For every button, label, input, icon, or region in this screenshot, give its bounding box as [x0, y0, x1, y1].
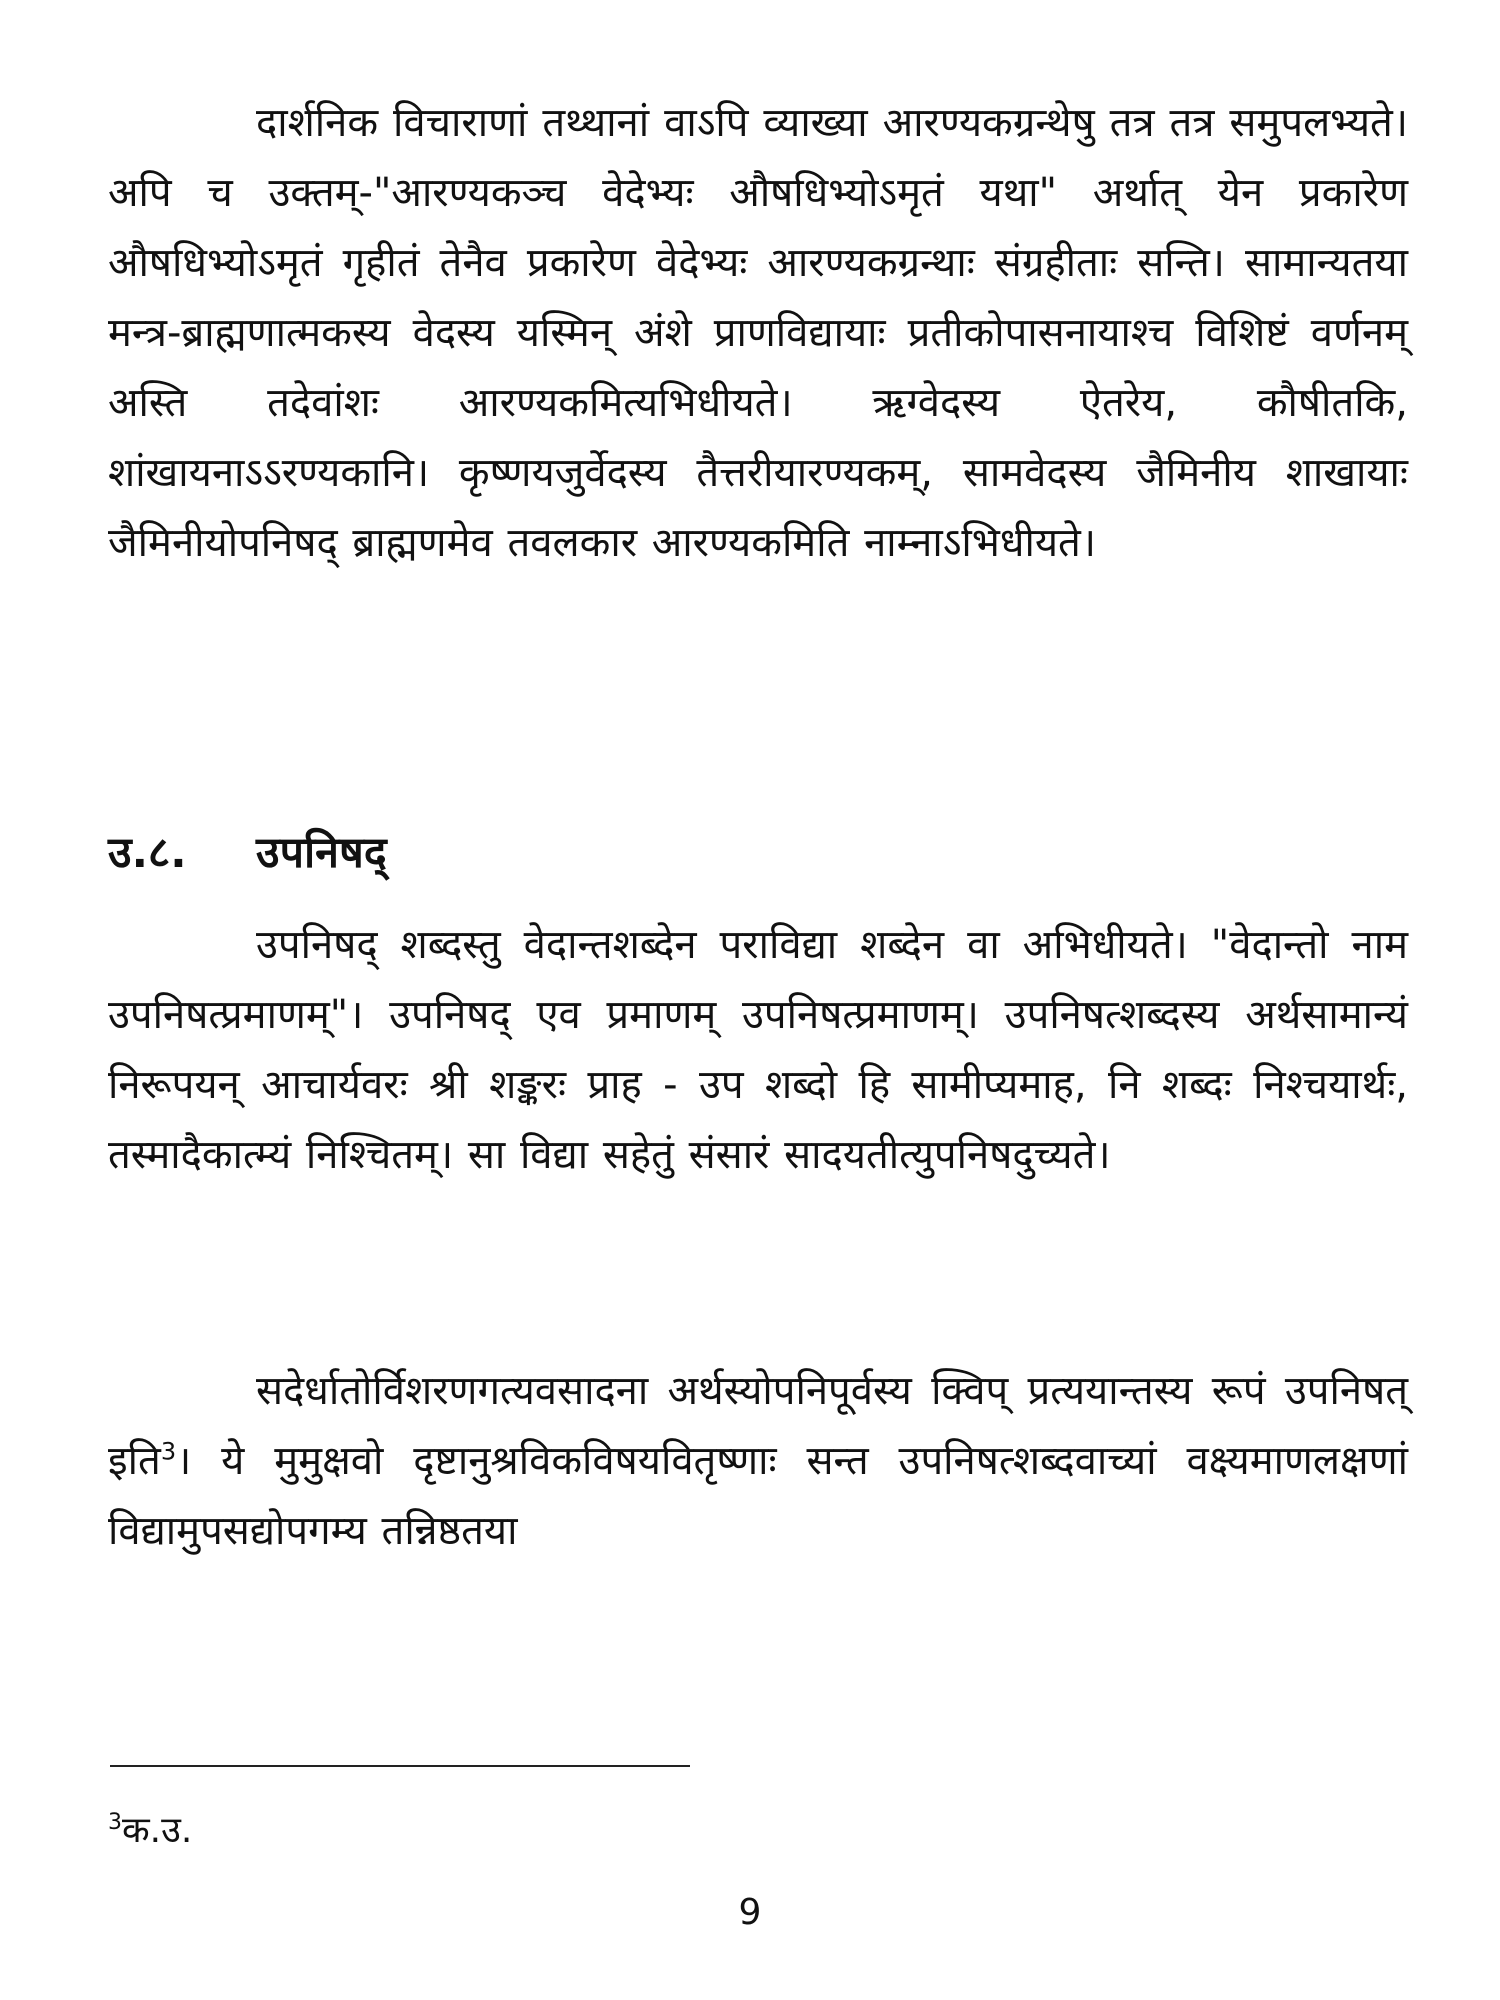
section-heading	[108, 818, 387, 888]
section-title: उपनिषद्	[256, 828, 387, 878]
body-paragraph-upanishad-definition: उपनिषद् शब्दस्तु वेदान्तशब्देन पराविद्या शब्देन वा अभिधीयते। "वेदान्तो नाम उपनिषत्प्रमाणम्"। उपनिषद् एव प्रमाणम् उपनिषत्प्रमाणम्। उपनिषत्शब्दस्य अर्थसामान्यं निरूपयन् आचार्यवरः श्री शङ्करः प्राह - उप शब्दो हि सामीप्यमाह, नि शब्दः निश्चयार्थः, तस्मादैकात्म्यं निश्चितम्। सा विद्या सहेतुं संसारं सादयतीत्युपनिषदुच्यते।	[108, 922, 1408, 1178]
footnote	[108, 1806, 192, 1856]
footnote-text: क.उ.	[122, 1810, 193, 1851]
footnote-divider	[110, 1765, 690, 1767]
footnote-reference: 3	[160, 1437, 177, 1466]
paragraph-text-after-reference: । ये मुमुक्षवो दृष्टानुश्रविकविषयवितृष्णाः सन्त उपनिषत्शब्दवाच्यां वक्ष्यमाणलक्षणां विद्यामुपसद्योपगम्य तन्निष्ठतया	[108, 1438, 1408, 1554]
body-paragraph-aranyaka: दार्शनिक विचाराणां तथ्थानां वाऽपि व्याख्या आरण्यकग्रन्थेषु तत्र तत्र समुपलभ्यते। अपि च उक्तम्-"आरण्यकञ्च वेदेभ्यः औषधिभ्योऽमृतं यथा" अर्थात् येन प्रकारेण औषधिभ्योऽमृतं गृहीतं तेनैव प्रकारेण वेदेभ्यः आरण्यकग्रन्थाः संग्रहीताः सन्ति। सामान्यतया मन्त्र-ब्राह्मणात्मकस्य वेदस्य यस्मिन् अंशे प्राणविद्यायाः प्रतीकोपासनायाश्च विशिष्टं वर्णनम् अस्ति तदेवांशः आरण्यकमित्यभिधीयते। ऋग्वेदस्य ऐतरेय, कौषीतकि, शांखायनाऽऽरण्यकानि। कृष्णयजुर्वेदस्य तैत्तरीयारण्यकम्, सामवेदस्य जैमिनीय शाखायाः जैमिनीयोपनिषद् ब्राह्मणमेव तवलकार आरण्यकमिति नाम्नाऽभिधीयते।	[108, 100, 1408, 566]
section-number: उ.८.	[108, 828, 187, 878]
footnote-mark: 3	[108, 1810, 122, 1835]
paragraph-text-before-reference: सदेर्धातोर्विशरणगत्यवसादना अर्थस्योपनिपूर्वस्य क्विप् प्रत्ययान्तस्य रूपं उपनिषत् इति	[108, 1368, 1408, 1484]
body-paragraph-upanishad-etymology	[108, 1356, 1408, 1566]
page-number: 9	[738, 1892, 762, 1933]
